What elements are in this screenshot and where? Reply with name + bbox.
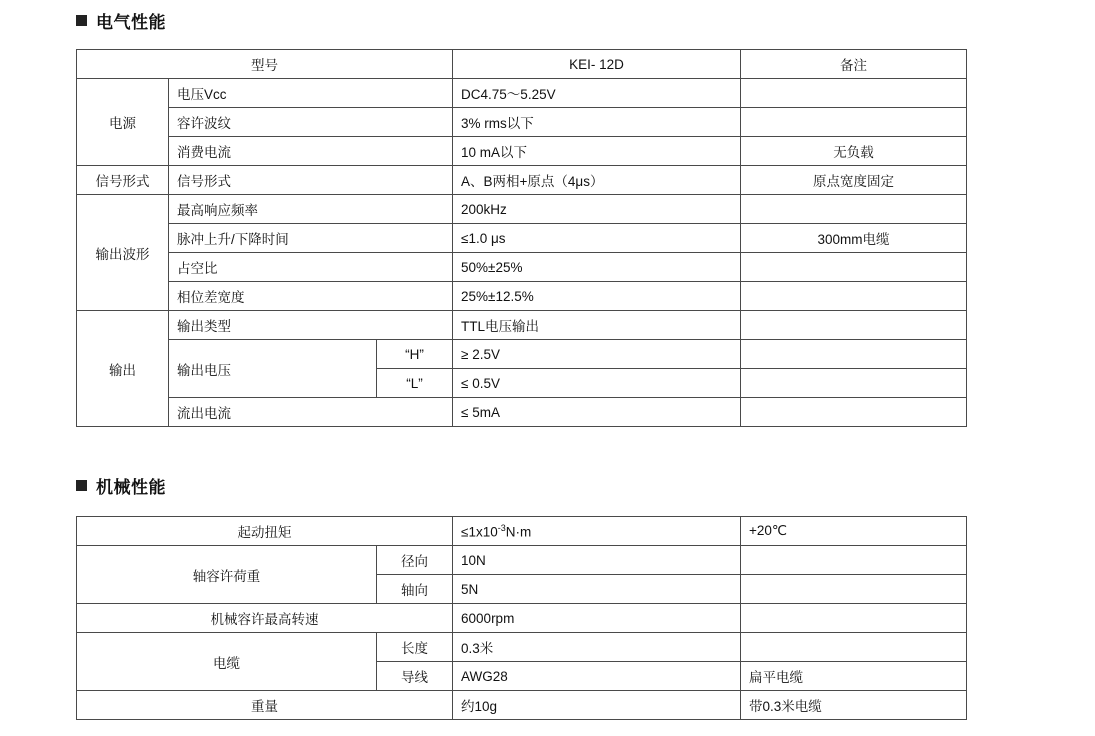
row-label-duty: 占空比	[169, 253, 453, 282]
column-header-remark: 备注	[741, 50, 967, 79]
row-label-weight: 重量	[77, 691, 453, 720]
row-label-current: 消费电流	[169, 137, 453, 166]
row-note-radial	[741, 546, 967, 575]
row-value-start-torque	[453, 517, 741, 546]
section-heading-mechanical	[76, 473, 166, 498]
row-value-current: 10 mA以下	[453, 137, 741, 166]
section-heading-electrical	[76, 8, 166, 33]
row-note-wire: 扁平电缆	[741, 662, 967, 691]
row-note-rise-fall: 300mm电缆	[741, 224, 967, 253]
row-value-max-speed: 6000rpm	[453, 604, 741, 633]
column-header-model: 型号	[77, 50, 453, 79]
row-label-rise-fall: 脉冲上升/下降时间	[169, 224, 453, 253]
table-row	[77, 604, 967, 633]
section-title-electrical: 电气性能	[96, 13, 166, 32]
row-label-out-current: 流出电流	[169, 398, 453, 427]
row-sublabel-l-level: “L”	[377, 369, 453, 398]
row-label-max-freq: 最高响应频率	[169, 195, 453, 224]
row-value-axial: 5N	[453, 575, 741, 604]
row-note-voltage-vcc	[741, 79, 967, 108]
row-note-length	[741, 633, 967, 662]
table-row	[77, 253, 967, 282]
table-row	[77, 50, 967, 79]
row-label-phase: 相位差宽度	[169, 282, 453, 311]
row-note-phase	[741, 282, 967, 311]
table-row	[77, 691, 967, 720]
row-note-axial	[741, 575, 967, 604]
section-title-mechanical: 机械性能	[96, 478, 166, 497]
row-group-signal-form: 信号形式	[77, 166, 169, 195]
row-label-cable: 电缆	[77, 633, 377, 691]
table-row	[77, 633, 967, 662]
row-value-duty: 50%±25%	[453, 253, 741, 282]
row-value-signal-form: A、B两相+原点（4μs）	[453, 166, 741, 195]
row-value-length: 0.3米	[453, 633, 741, 662]
row-note-duty	[741, 253, 967, 282]
row-note-max-speed	[741, 604, 967, 633]
column-header-model-value: KEI- 12D	[453, 50, 741, 79]
row-value-ripple: 3% rms以下	[453, 108, 741, 137]
row-label-ripple: 容许波纹	[169, 108, 453, 137]
row-value-max-freq: 200kHz	[453, 195, 741, 224]
table-row	[77, 79, 967, 108]
row-sublabel-h-level: “H”	[377, 340, 453, 369]
table-row	[77, 311, 967, 340]
row-note-max-freq	[741, 195, 967, 224]
row-group-output-waveform: 输出波形	[77, 195, 169, 311]
row-label-voltage-vcc: 电压Vcc	[169, 79, 453, 108]
table-row	[77, 546, 967, 575]
row-group-power: 电源	[77, 79, 169, 166]
row-note-out-type	[741, 311, 967, 340]
electrical-spec-table	[76, 49, 967, 427]
row-label-bearing-load: 轴容许荷重	[77, 546, 377, 604]
row-note-ripple	[741, 108, 967, 137]
table-row	[77, 108, 967, 137]
start-torque-suffix: N·m	[505, 524, 532, 540]
row-sublabel-axial: 轴向	[377, 575, 453, 604]
row-sublabel-wire: 导线	[377, 662, 453, 691]
row-note-l-level	[741, 369, 967, 398]
start-torque-exponent: -3	[497, 522, 506, 533]
row-label-signal-form: 信号形式	[169, 166, 453, 195]
row-value-out-type: TTL电压输出	[453, 311, 741, 340]
square-bullet-icon	[76, 480, 87, 491]
row-group-output: 输出	[77, 311, 169, 427]
row-note-h-level	[741, 340, 967, 369]
row-note-signal-form: 原点宽度固定	[741, 166, 967, 195]
row-value-weight: 约10g	[453, 691, 741, 720]
table-row	[77, 517, 967, 546]
row-note-weight: 带0.3米电缆	[741, 691, 967, 720]
table-row	[77, 340, 967, 369]
row-sublabel-length: 长度	[377, 633, 453, 662]
mechanical-spec-table	[76, 516, 967, 720]
row-label-start-torque: 起动扭矩	[77, 517, 453, 546]
row-label-out-voltage: 输出电压	[169, 340, 377, 398]
row-note-start-torque: +20℃	[741, 517, 967, 546]
row-sublabel-radial: 径向	[377, 546, 453, 575]
row-value-h-level: ≥ 2.5V	[453, 340, 741, 369]
start-torque-prefix: ≤1x10	[461, 524, 498, 540]
row-note-current: 无负载	[741, 137, 967, 166]
row-value-wire: AWG28	[453, 662, 741, 691]
table-row	[77, 282, 967, 311]
table-row	[77, 166, 967, 195]
row-value-rise-fall: ≤1.0 μs	[453, 224, 741, 253]
table-row	[77, 224, 967, 253]
row-value-radial: 10N	[453, 546, 741, 575]
row-value-voltage-vcc: DC4.75～5.25V	[453, 79, 741, 108]
row-note-out-current	[741, 398, 967, 427]
row-value-phase: 25%±12.5%	[453, 282, 741, 311]
row-label-out-type: 输出类型	[169, 311, 453, 340]
row-value-l-level: ≤ 0.5V	[453, 369, 741, 398]
table-row	[77, 398, 967, 427]
row-value-out-current: ≤ 5mA	[453, 398, 741, 427]
table-row	[77, 137, 967, 166]
row-label-max-speed: 机械容许最高转速	[77, 604, 453, 633]
table-row	[77, 195, 967, 224]
square-bullet-icon	[76, 15, 87, 26]
